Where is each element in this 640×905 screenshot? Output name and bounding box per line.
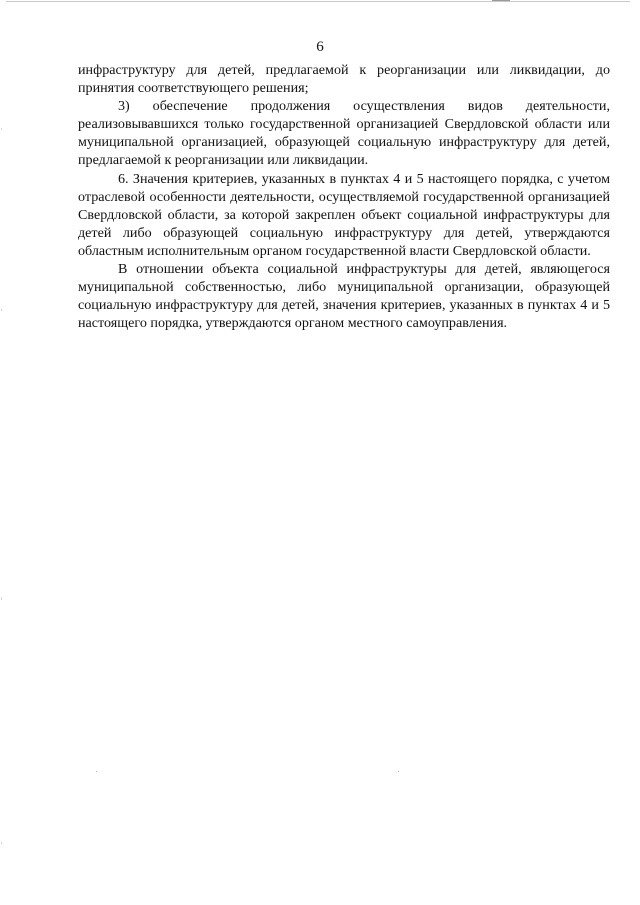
document-body [78, 61, 610, 332]
scan-artifact [1, 842, 2, 844]
paragraph-municipal: В отношении объекта социальной инфраструктуры для детей, являющегося муниципальной собственностью, либо муниципальной организации, образующей социальную инфраструктуру для детей, значения критериев, указанных в пунктах 4 и 5 настоящего порядка, утверждаются органом местного самоуправления. [78, 261, 610, 332]
scan-artifact [398, 771, 399, 772]
page-number: 6 [316, 39, 324, 55]
scan-artifact [1, 597, 2, 600]
scan-top-edge [6, 1, 630, 2]
paragraph-continuation: инфраструктуру для детей, предлагаемой к реорганизации или ликвидации, до принятия соответствующего решения; [78, 62, 610, 97]
scan-artifact-mark [492, 0, 510, 4]
scan-artifact [1, 309, 2, 311]
paragraph-item-6: 6. Значения критериев, указанных в пунктах 4 и 5 настоящего порядка, с учетом отраслевой особенности деятельности, осуществляемой государственной организацией Свердловской области, за которой закреплен объект социальной инфраструктуры для детей либо образующей социальную инфраструктуру для детей, утверждаются областным исполнительным органом государственной власти Свердловской области. [78, 170, 610, 259]
scan-artifact [96, 771, 97, 772]
scan-artifact [1, 128, 2, 130]
paragraph-item-3: 3) обеспечение продолжения осуществления видов деятельности, реализовывавшихся только государственной организацией Свердловской области или муниципальной организацией, образующей социальную инфраструктуру для детей, предлагаемой к реорганизации или ликвидации. [78, 98, 610, 169]
